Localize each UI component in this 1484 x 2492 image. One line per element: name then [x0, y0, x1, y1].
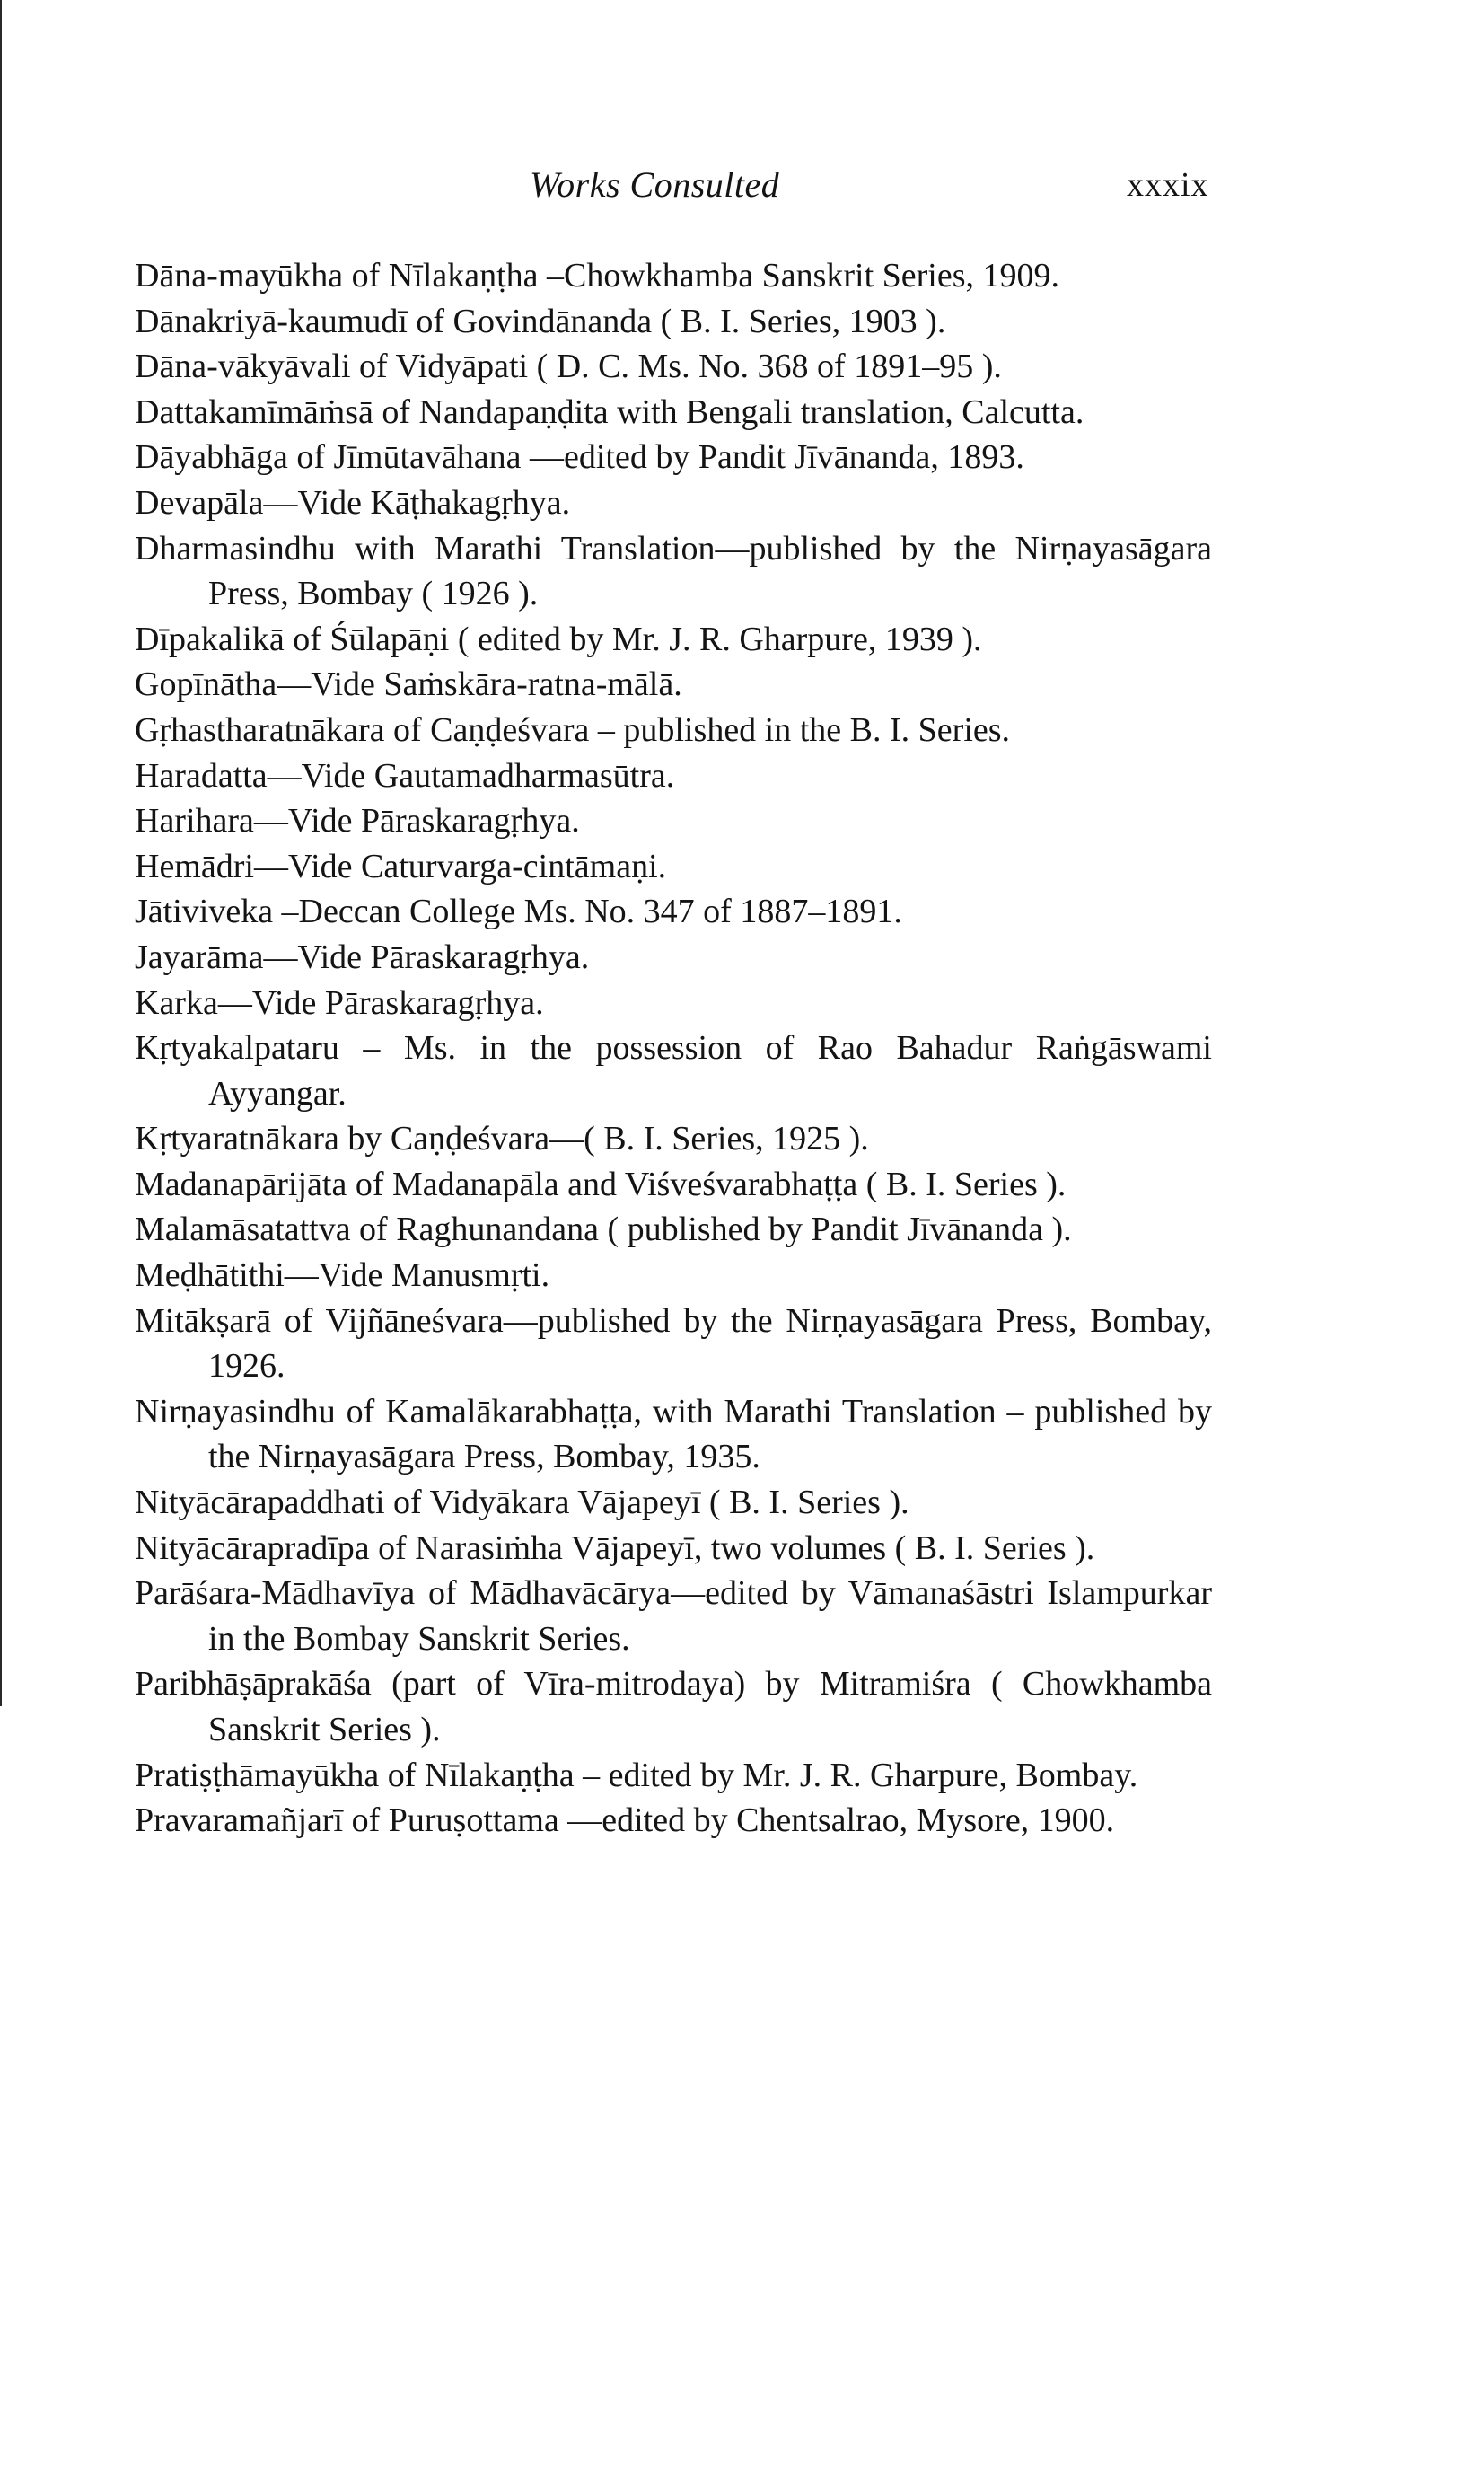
bibliography-entry: Jātiviveka –Deccan College Ms. No. 347 of 1887–1891.	[135, 893, 902, 931]
bibliography-entry: Hemādri—Vide Caturvarga-cintāmaṇi.	[135, 847, 667, 885]
bibliography-entry: Nirṇayasindhu of Kamalākarabhaṭṭa, with Marathi Translation – published by the Nirṇayasāgara Press, Bombay, 1935.	[135, 1392, 1212, 1476]
bibliography-entry: Harihara—Vide Pāraskaragṛhya.	[135, 802, 580, 841]
bibliography-entry: Paribhāṣāprakāśa (part of Vīra-mitrodaya) by Mitramiśra ( Chowkhamba Sanskrit Series ).	[135, 1665, 1212, 1748]
bibliography-entry: Karka—Vide Pāraskaragṛhya.	[135, 983, 544, 1022]
bibliography-entry: Dharmasindhu with Marathi Translation—published by the Nirṇayasāgara Press, Bombay ( 1926 ).	[135, 529, 1212, 613]
bibliography-entry: Gopīnātha—Vide Saṁskāra-ratna-mālā.	[135, 665, 682, 704]
running-head	[0, 158, 1484, 212]
page-edge-line	[0, 0, 2, 1706]
bibliography-entry: Pravaramañjarī of Puruṣottama —edited by Chentsalrao, Mysore, 1900.	[135, 1801, 1115, 1840]
bibliography-entry: Dattakamīmāṁsā of Nandapaṇḍita with Bengali translation, Calcutta.	[135, 392, 1084, 431]
bibliography-entry: Dāna-vākyāvali of Vidyāpati ( D. C. Ms. No. 368 of 1891–95 ).	[135, 348, 1002, 386]
bibliography-entry: Kṛtyakalpataru – Ms. in the possession of Rao Bahadur Raṅgāswami Ayyangar.	[135, 1029, 1212, 1113]
bibliography-entry: Nityācārapradīpa of Narasiṁha Vājapeyī, two volumes ( B. I. Series ).	[135, 1528, 1095, 1567]
bibliography-entry: Haradatta—Vide Gautamadharmasūtra.	[135, 756, 675, 795]
bibliography-entry: Dāyabhāga of Jīmūtavāhana —edited by Pandit Jīvānanda, 1893.	[135, 438, 1024, 477]
bibliography-entry: Meḍhātithi—Vide Manusmṛti.	[135, 1256, 550, 1295]
bibliography-entry: Madanapārijāta of Madanapāla and Viśveśvarabhaṭṭa ( B. I. Series ).	[135, 1165, 1067, 1203]
bibliography-entry: Pratiṣṭhāmayūkha of Nīlakaṇṭha – edited by Mr. J. R. Gharpure, Bombay.	[135, 1756, 1138, 1794]
bibliography-entry: Devapāla—Vide Kāṭhakagṛhya.	[135, 483, 571, 522]
bibliography-entry: Dāna-mayūkha of Nīlakaṇṭha –Chowkhamba Sanskrit Series, 1909.	[135, 257, 1059, 295]
bibliography-entry: Mitākṣarā of Vijñāneśvara—published by the Nirṇayasāgara Press, Bombay, 1926.	[135, 1301, 1212, 1386]
bibliography-entry: Parāśara-Mādhavīya of Mādhavācārya—edited by Vāmanaśāstri Islampurkar in the Bombay Sanskrit Series.	[135, 1574, 1212, 1658]
bibliography-entry: Kṛtyaratnākara by Caṇḍeśvara—( B. I. Series, 1925 ).	[135, 1120, 869, 1158]
bibliography-entry: Gṛhastharatnākara of Caṇḍeśvara – published in the B. I. Series.	[135, 710, 1011, 749]
bibliography-entry: Nityācārapaddhati of Vidyākara Vājapeyī ( B. I. Series ).	[135, 1484, 909, 1522]
bibliography-entry: Dānakriyā-kaumudī of Govindānanda ( B. I. Series, 1903 ).	[135, 302, 946, 340]
bibliography-list	[135, 253, 1212, 1844]
page-number: xxxix	[1127, 166, 1209, 204]
bibliography-entry: Dīpakalikā of Śūlapāṇi ( edited by Mr. J. R. Gharpure, 1939 ).	[135, 620, 982, 658]
bibliography-entry: Malamāsatattva of Raghunandana ( published by Pandit Jīvānanda ).	[135, 1211, 1072, 1249]
bibliography-entry: Jayarāma—Vide Pāraskaragṛhya.	[135, 938, 590, 976]
running-title: Works Consulted	[530, 164, 780, 205]
